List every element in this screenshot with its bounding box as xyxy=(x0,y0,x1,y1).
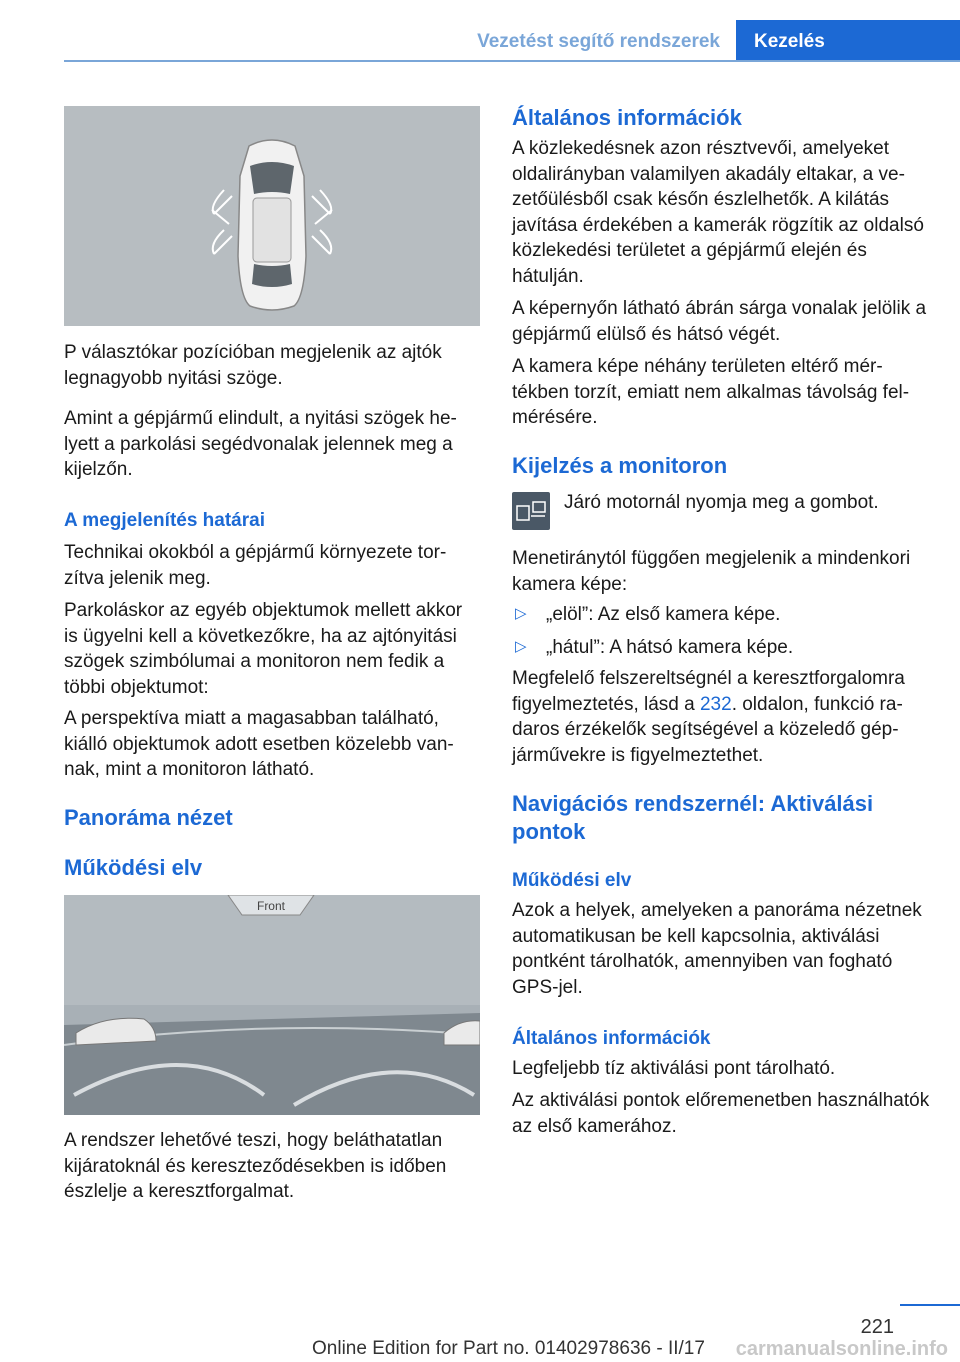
paragraph: Legfeljebb tíz aktiválási pont tárolható. xyxy=(512,1058,836,1079)
footer-divider xyxy=(900,1304,960,1306)
paragraph: A kamera képe néhány területen eltérő mértékben torzít, emiatt nem alkalmas távolság felmérésére. xyxy=(512,356,910,428)
heading-monitor-display: Kijelzés a monitoron xyxy=(512,453,728,478)
list-item: „hátul”: A hátsó kamera képe. xyxy=(546,637,794,658)
paragraph: A közlekedésnek azon résztvevői, amelyeket oldalirányban valamilyen akadály eltakar, a vezetőülésből csak későn észlelhetők. A kilátás javítása érdekében a kamerák rögzítik az oldalsó közlekedési területet a gépjármű elején és hátulján. xyxy=(512,138,924,287)
header-divider xyxy=(64,60,960,62)
edition-text: Online Edition for Part no. 01402978636 - II/17 xyxy=(312,1338,705,1359)
watermark: carmanualsonline.info xyxy=(735,1338,948,1360)
subheading-display-limits: A megjelenítés határai xyxy=(64,510,265,531)
panorama-camera-image xyxy=(64,895,480,1115)
paragraph: A rendszer lehetővé teszi, hogy beláthatatlan kijáratoknál és kereszteződésekben is időben észlelje a keresztforgalmat. xyxy=(64,1130,447,1202)
heading-navigation-activation-points: Navigációs rendszernél: Aktiválási pontok xyxy=(512,791,874,844)
heading-general-info: Általános információk xyxy=(512,105,742,130)
paragraph: A perspektíva miatt a magasabban található, kiálló objektumok adott esetben közelebb vannak, mint a monitoron látható. xyxy=(64,708,454,780)
text: . oldalon, funkció radaros érzékelők segítségével a közeledő gépjárművekre is figyelmeztethet. xyxy=(512,693,903,766)
paragraph-cross-traffic xyxy=(512,666,932,768)
paragraph: Amint a gépjármű elindult, a nyitási szögek helyett a parkolási segédvonalak jelennek meg a kijelzőn. xyxy=(64,408,457,480)
subheading-operating-principle: Működési elv xyxy=(512,870,632,891)
paragraph: P választókar pozícióban megjelenik az ajtók legnagyobb nyitási szöge. xyxy=(64,342,442,389)
paragraph: Az aktiválási pontok előremenetben használhatók az első kamerához. xyxy=(512,1090,930,1137)
car-top-view-image xyxy=(64,106,480,326)
page-number: 221 xyxy=(860,1316,894,1338)
heading-operating-principle: Működési elv xyxy=(64,855,203,880)
header-chapter-tab[interactable]: Kezelés xyxy=(736,20,960,62)
list-item: „elöl”: Az első kamera képe. xyxy=(546,604,781,625)
text: Megfelelő felszereltségnél a keresztforgalomra figyelmeztetés, lásd a xyxy=(512,668,905,715)
front-label: Front xyxy=(256,899,286,913)
page-link-232[interactable]: 232 xyxy=(699,693,732,715)
paragraph: Technikai okokból a gépjármű környezete torzítva jelenik meg. xyxy=(64,542,447,589)
paragraph: Parkoláskor az egyéb objektumok mellett akkor is ügyelni kell a következőkre, ha az ajtónyitási szögek szimbólumai a monitoron nem fedik a többi objektumot: xyxy=(64,600,463,698)
heading-panorama-view: Panoráma nézet xyxy=(64,805,233,830)
paragraph: A képernyőn látható ábrán sárga vonalak jelölik a gépjármű elülső és hátsó végét. xyxy=(512,298,927,345)
bullet-triangle-icon: ▷ xyxy=(515,638,527,655)
subheading-general-info: Általános információk xyxy=(512,1028,711,1049)
paragraph: Azok a helyek, amelyeken a panoráma nézetnek automatikusan be kell kapcsolnia, aktiválási pontként tárolhatók, amennyiben van fogható GPS-jel. xyxy=(512,900,922,998)
paragraph: Menetiránytól függően megjelenik a mindenkori kamera képe: xyxy=(512,548,911,595)
header-section-title: Vezetést segítő rendszerek xyxy=(477,31,720,52)
panorama-view-illustration xyxy=(64,895,480,1115)
car-top-view-illustration xyxy=(64,106,480,326)
paragraph: Járó motornál nyomja meg a gombot. xyxy=(564,492,879,513)
bullet-triangle-icon: ▷ xyxy=(515,605,527,622)
camera-button-icon xyxy=(512,492,550,530)
